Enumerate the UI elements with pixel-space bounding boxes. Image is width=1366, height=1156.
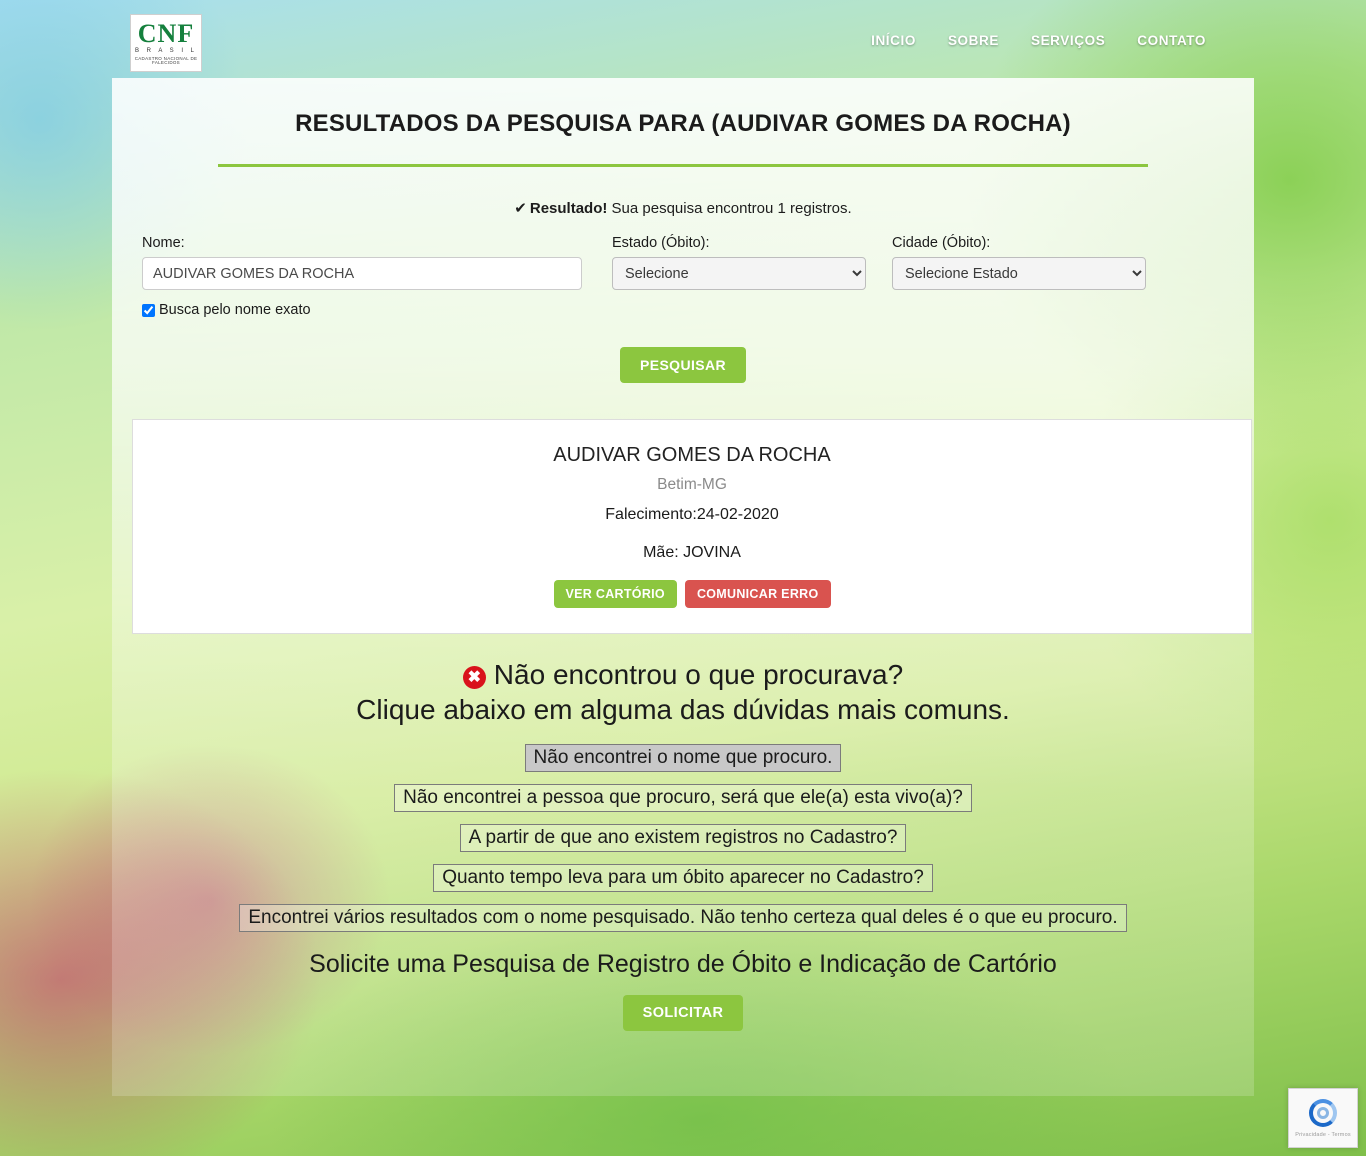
logo-text-cnf: CNF (137, 18, 195, 48)
result-person-death-date: Falecimento:24-02-2020 (605, 506, 779, 523)
field-name (142, 235, 582, 290)
report-error-button[interactable]: COMUNICAR ERRO (685, 580, 831, 608)
result-person-name: AUDIVAR GOMES DA ROCHA (553, 444, 831, 466)
logo-text-subtitle: CADASTRO NACIONAL DE FALECIDOS (134, 55, 198, 65)
page-title: RESULTADOS DA PESQUISA PARA (AUDIVAR GOMES DA ROCHA) (295, 110, 1071, 137)
faq-list (112, 744, 1254, 944)
exact-name-label: Busca pelo nome exato (159, 302, 311, 318)
search-form (112, 235, 1254, 331)
faq-heading-2: Clique abaixo em alguma das dúvidas mais comuns. (356, 694, 1010, 726)
result-person-city: Betim-MG (657, 476, 727, 493)
title-divider (218, 164, 1148, 167)
field-cidade (892, 235, 1146, 290)
exact-name-checkbox-row[interactable] (142, 302, 311, 318)
content-panel (112, 78, 1254, 1096)
search-button[interactable]: PESQUISAR (620, 347, 746, 383)
recaptcha-text: Privacidade - Termos (1295, 1131, 1351, 1138)
label-estado: Estado (Óbito): (612, 235, 710, 251)
recaptcha-icon (1309, 1099, 1337, 1127)
label-name: Nome: (142, 235, 185, 251)
site-header (0, 0, 1366, 78)
result-count-text: Sua pesquisa encontrou 1 registros. (611, 200, 852, 217)
faq-item[interactable]: A partir de que ano existem registros no Cadastro? (460, 824, 907, 852)
label-cidade: Cidade (Óbito): (892, 235, 991, 251)
field-estado (612, 235, 866, 290)
search-input-name[interactable] (142, 257, 582, 290)
logo-text-brasil: B R A S I L (134, 47, 197, 54)
result-label: Resultado! (529, 200, 608, 217)
result-person-mother: Mãe: JOVINA (643, 544, 741, 561)
faq-item[interactable]: Não encontrei a pessoa que procuro, será que ele(a) esta vivo(a)? (394, 784, 972, 812)
site-logo[interactable] (130, 14, 202, 72)
faq-heading-1-text: Não encontrou o que procurava? (493, 659, 904, 690)
faq-item[interactable]: Não encontrei o nome que procuro. (525, 744, 842, 772)
nav-item-sobre[interactable]: SOBRE (947, 33, 999, 48)
faq-section (112, 658, 1254, 1031)
search-button-wrap (112, 347, 1254, 383)
search-result-message (112, 199, 1254, 217)
result-card (132, 419, 1252, 634)
nav-item-inicio[interactable]: INÍCIO (871, 33, 916, 48)
select-cidade[interactable] (892, 257, 1146, 290)
nav-item-contato[interactable]: CONTATO (1137, 33, 1206, 48)
nav-item-servicos[interactable]: SERVIÇOS (1030, 33, 1106, 48)
faq-item[interactable]: Quanto tempo leva para um óbito aparecer no Cadastro? (433, 864, 933, 892)
faq-heading-1 (112, 658, 1254, 691)
faq-item[interactable]: Encontrei vários resultados com o nome pesquisado. Não tenho certeza qual deles é o que eu procuro. (239, 904, 1126, 932)
view-cartorio-button[interactable]: VER CARTÓRIO (554, 580, 677, 608)
recaptcha-badge[interactable] (1288, 1088, 1358, 1148)
check-circle-icon: ✔ (514, 200, 527, 217)
result-card-actions (133, 580, 1251, 608)
exact-name-checkbox[interactable] (142, 304, 155, 317)
main-navigation (871, 33, 1206, 48)
request-button[interactable]: SOLICITAR (623, 995, 744, 1031)
error-circle-icon: ✖ (463, 666, 486, 689)
request-research-text: Solicite uma Pesquisa de Registro de Óbito e Indicação de Cartório (309, 950, 1057, 979)
select-estado[interactable] (612, 257, 866, 290)
